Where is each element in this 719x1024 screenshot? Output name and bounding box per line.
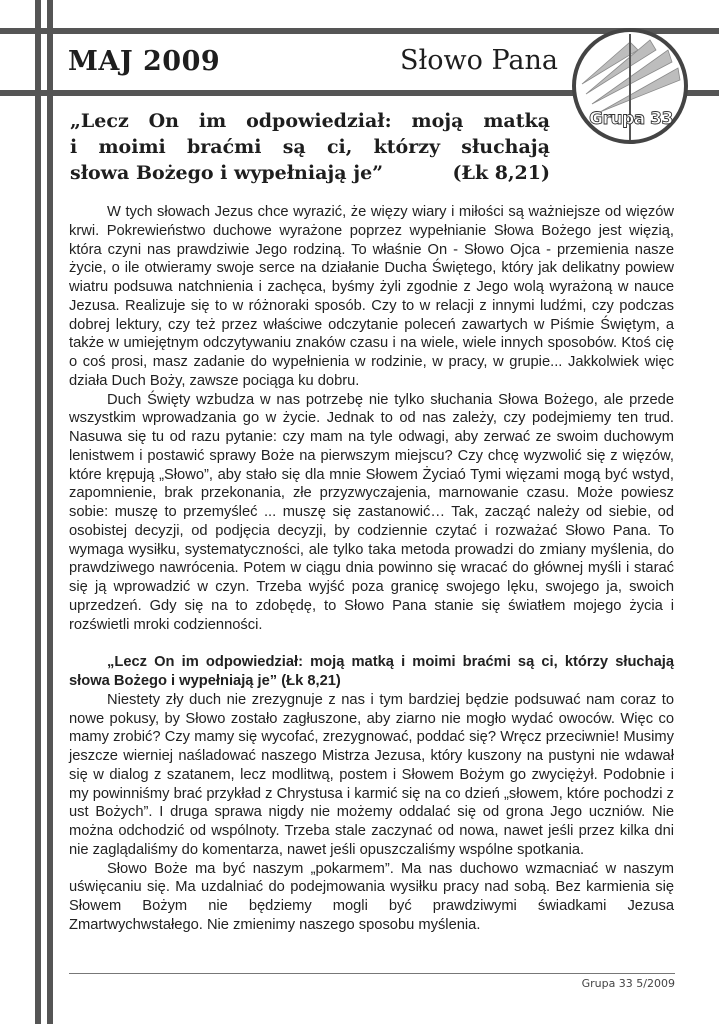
title-line-3-text: słowa Bożego i wypełniają je” <box>70 162 384 184</box>
title-reference: (Łk 8,21) <box>452 162 550 184</box>
issue-date: MAJ 2009 <box>68 46 221 77</box>
footer-divider <box>69 973 675 974</box>
section-title: Słowo Pana <box>400 45 558 76</box>
logo-text: Grupa 33 <box>589 109 673 129</box>
paragraph-3: Niestety zły duch nie zrezygnuje z nas i tym bardziej będzie podsuwać nam coraz to nowe pokusy, by Słowo zostało zagłuszone, aby ziarno nie mogło wydać owoców. Więc co mamy zrobić? Czy mamy się wycofać, zrezygnować, poddać się? Wręcz przeciwnie! Musimy jeszcze wierniej naśladować naszego Mistrza Jezusa, który kuszony na pustyni nie wdawał się w dialog z szatanem, lecz modlitwą, postem i Słowem Bożym go zwyciężył. Podobnie i my powinniśmy brać przykład z Chrystusa i karmić się na co dzień „słowem, które pochodzi z ust Bożych”. I druga sprawa nigdy nie możemy oddalać się od grona Jego uczniów. Nie można odchodzić od wspólnoty. Trzeba stale zaczynać od nowa, nawet jeśli przez kilka dni nie zaglądaliśmy do komentarza, nawet jeśli opuszczaliśmy wspólne spotkania. <box>69 691 674 858</box>
paragraph-2: Duch Święty wzbudza w nas potrzebę nie tylko słuchania Słowa Bożego, ale przede wszystkim wprowadzania go w życie. Jednak to od nas zależy, czy podejmiemy ten trud. Nasuwa się tu od razu pytanie: czy mam na tyle odwagi, aby zerwać ze swoim duchowym lenistwem i postawić sprawy Boże na pierwszym miejscu? Czy chcę wyzwolić się z więzów, które krępują „Słowo”, aby stało się dla mnie Słowem Życiaó Tymi więzami mogą być wstyd, zapomnienie, brak przekonania, złe przyzwyczajenia, marnowanie czasu. Może powiesz sobie: muszę to przemyśleć ... muszę się zastanowić… Tak, zacząć należy od siebie, od osobistej decyzji, od podjęcia decyzji, by codziennie czytać i rozważać Słowo Pana. To wymaga wysiłku, systematyczności, ale tylko taka metoda prowadzi do zmiany myślenia, do prawdziwego nawrócenia. Potem w ciągu dnia powinno się wracać do głównej myśli i starać się ją wprowadzić w czyn. Trzeba wyjść poza granicę swojego lęku, swojego ja, swoich uprzedzeń. Gdy się na to zdobędę, to Słowo Pana stanie się światłem mojego życia i rozświetli mroki codzienności. <box>69 391 674 633</box>
article-body <box>69 203 674 935</box>
frame-bar-left-outer <box>35 0 41 1024</box>
footer-issue: Grupa 33 5/2009 <box>581 977 675 990</box>
quote-heading: „Lecz On im odpowiedział: moją matką i moimi braćmi są ci, którzy słuchają słowa Bożego i wypełniają je” (Łk 8,21) <box>69 654 674 689</box>
title-line-1: „Lecz On im odpowiedział: moją matką <box>70 110 550 132</box>
grupa33-logo <box>560 20 710 150</box>
frame-bar-left-inner <box>47 0 53 1024</box>
title-line-2: i moimi braćmi są ci, którzy słuchają <box>70 136 550 158</box>
title-line-3 <box>70 160 550 186</box>
article-title <box>70 108 550 186</box>
paragraph-1: W tych słowach Jezus chce wyrazić, że więzy wiary i miłości są ważniejsze od więzów krwi. Pokrewieństwo duchowe wyrażone poprzez wypełnianie Słowa Bożego jest więzią, która czyni nas prawdziwie Jego rodziną. To właśnie On - Słowo Ojca - przemienia nasze życie, o ile otwieramy swoje serce na działanie Ducha Świętego, który jak delikatny powiew wiatru podsuwa natchnienia i zachęca, byśmy żyli zgodnie z Jego wolą wyrażoną w nauce Jezusa. Realizuje się to w różnoraki sposób. Czy to w relacji z innymi ludźmi, czy podczas dobrej lektury, czy też przez właściwe odczytanie poleceń zawartych w Piśmie Świętym, a także w umiejętnym odczytywaniu znaków czasu i na wiele, wiele innych sposobów. Ktoś cię o coś prosi, masz zadanie do wypełnienia w rodzinie, w pracy, w grupie... Jakkolwiek więc działa Duch Boży, zawsze pociąga ku dobru. <box>69 204 674 389</box>
paragraph-4: Słowo Boże ma być naszym „pokarmem”. Ma nas duchowo wzmacniać w naszym uświęcaniu się. Ma uzdalniać do podejmowania wysiłku pracy nad sobą. Bez karmienia się Słowem Bożym nie będziemy mogli być prawdziwymi świadkami Jezusa Zmartwychwstałego. Nie zmienimy naszego sposobu myślenia. <box>69 860 674 933</box>
